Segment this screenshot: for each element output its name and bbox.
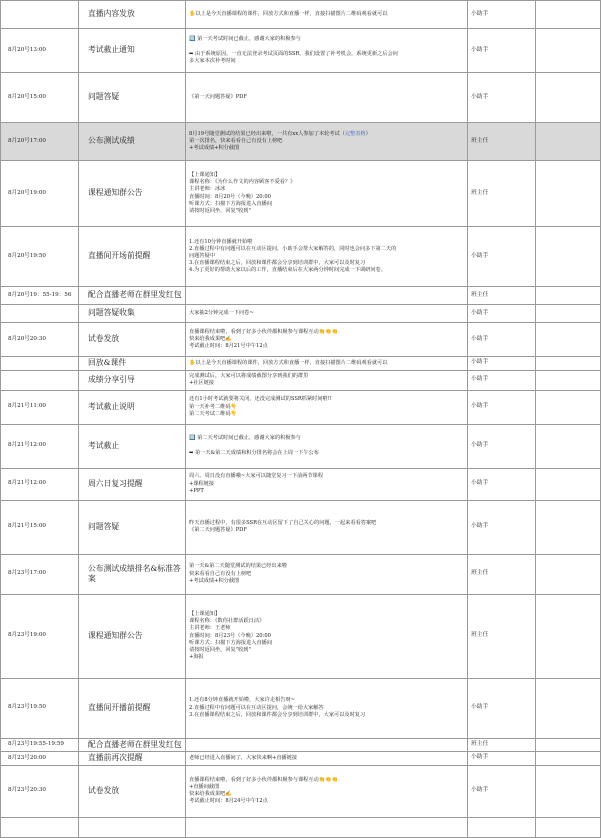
table-row (1, 594, 601, 678)
date-cell[interactable] (1, 817, 79, 837)
content-text: 请按时返回坐，回复"收到" (189, 646, 251, 653)
table-row (1, 287, 601, 305)
task-title-cell[interactable]: 考试截止说明 (79, 390, 186, 424)
content-line (189, 791, 464, 798)
date-cell[interactable]: 8月21号11:00 (1, 390, 79, 424)
empty-cell[interactable] (536, 357, 601, 371)
content-text: +考试成绩+积分截图 (189, 577, 240, 584)
empty-cell[interactable] (536, 468, 601, 500)
content-line (189, 343, 464, 350)
date-cell[interactable] (1, 357, 79, 371)
content-text: +社区链接 (189, 380, 215, 387)
content-line (189, 336, 464, 343)
owner-cell[interactable]: 小助手 (468, 370, 536, 390)
owner-cell[interactable] (468, 817, 536, 837)
content-text: 请按时返回坐，回复"收到" (189, 207, 251, 214)
content-line (189, 784, 464, 791)
content-text: 昨天直播过程中，有很多SSR在互动区留下了自己关心的问题，一起来看看答案吧 (189, 520, 377, 526)
date-cell[interactable]: 8月20号17:00 (1, 123, 79, 161)
content-text: ➡ 由于系统原因，一直无法登录考试页面的SSR，我们设置了补考机会，系统更新之后会问 (189, 50, 398, 57)
date-cell[interactable]: 8月21号15:00 (1, 500, 79, 554)
empty-cell[interactable] (536, 305, 601, 323)
content-text: 《第一天问题答疑》PDF (189, 93, 247, 100)
table-row (1, 323, 601, 357)
table-row (1, 161, 601, 227)
content-text: 完成测试后，大家可以将成绩截图分享到我们的群里 (189, 373, 309, 379)
content-line (189, 246, 464, 253)
date-cell[interactable]: 8月23号19:55-19:59 (1, 738, 79, 752)
empty-cell[interactable] (536, 123, 601, 161)
table-row (1, 370, 601, 390)
content-line (189, 488, 464, 495)
content-text: 《第二天问题答疑》PDF (189, 527, 247, 534)
owner-cell[interactable]: 小助手 (468, 765, 536, 817)
owner-cell[interactable]: 小助手 (468, 424, 536, 468)
content-text: 直播时间：8月23号（今晚）20:00 (189, 632, 271, 639)
content-line (189, 43, 464, 50)
date-cell[interactable]: 8月20号13:00 (1, 29, 79, 73)
table-row (1, 765, 601, 817)
full-table-link[interactable]: 完整表格 (344, 130, 366, 137)
empty-cell[interactable] (536, 287, 601, 305)
content-line (189, 697, 464, 704)
table-row (1, 554, 601, 594)
content-line (189, 208, 464, 215)
content-line (189, 58, 464, 65)
content-text: 【上课通知】 (189, 611, 221, 618)
content-line (189, 777, 464, 784)
content-text: 听课方式：扫描下方海报进入直播间 (189, 200, 273, 207)
task-title-cell[interactable]: 考试截止通知 (79, 29, 186, 73)
owner-cell[interactable]: 班主任 (468, 161, 536, 227)
task-title-cell[interactable]: 考试截止 (79, 424, 186, 468)
content-text: 主讲老师：王老师 (189, 625, 231, 632)
task-title-cell[interactable]: 公布测试成绩排名&标准答案 (79, 554, 186, 594)
content-text: 3.在直播课程结束之后，回放和课件都会分享到培训群中，大家可以及时复习 (189, 260, 366, 266)
closing-paren: ） (365, 130, 371, 137)
task-title-cell[interactable]: 配合直播老师在群里发红包 (79, 287, 186, 305)
table-row (1, 752, 601, 766)
empty-cell[interactable] (536, 817, 601, 837)
table-row (1, 424, 601, 468)
content-line (189, 411, 464, 418)
content-line (189, 94, 464, 101)
task-title-cell[interactable]: 问题答疑收集 (79, 305, 186, 323)
date-cell[interactable]: 8月23号20:30 (1, 765, 79, 817)
date-cell[interactable]: 8月20号15:00 (1, 73, 79, 123)
table-row (1, 227, 601, 287)
content-cell[interactable] (186, 390, 468, 424)
content-text: 大家抽2分钟完成一下问卷~ (189, 309, 254, 316)
content-text: 🔟 第二天考试时间已截止，感谢大家的积极参与 (189, 435, 301, 442)
content-text: 直播课程结束啦，看到了好多小伙伴都积极参与课程互动👏👏👏 (189, 328, 339, 335)
content-text: 听课方式：扫描下方海报进入直播间 (189, 639, 273, 646)
content-cell[interactable] (186, 1, 468, 29)
content-cell[interactable] (186, 357, 468, 371)
content-line (189, 625, 464, 632)
content-text: +直播间截图 (189, 784, 220, 791)
content-line (189, 633, 464, 640)
owner-cell[interactable]: 班主任 (468, 287, 536, 305)
owner-cell[interactable]: 班主任 (468, 738, 536, 752)
content-text: 🔟 第一天考试时间已截止，感谢大家的积极参与 (189, 36, 301, 43)
content-line (189, 51, 464, 58)
table-row (1, 738, 601, 752)
content-line (189, 520, 464, 527)
content-line (189, 563, 464, 570)
table-row (1, 390, 601, 424)
content-text: 快来给我成果吧✍ (189, 791, 232, 798)
content-text: 第二天考试二维码👇 (189, 410, 237, 417)
content-line (189, 571, 464, 578)
content-cell[interactable] (186, 817, 468, 837)
empty-cell[interactable] (536, 227, 601, 287)
date-cell[interactable]: 8月23号17:00 (1, 554, 79, 594)
date-cell[interactable]: 8月20号19:50 (1, 227, 79, 287)
table-row (1, 1, 601, 29)
content-text: 4.为了更好的帮助大家以后的工作，直播结束后在大家两分钟时间完成一下调研问卷。 (189, 267, 386, 274)
date-cell[interactable]: 8月21号12:00 (1, 424, 79, 468)
content-cell[interactable] (186, 594, 468, 678)
content-text: 3.在直播课程结束之后，回放和课件都会分享到培训群中，大家可以及时复习 (189, 711, 366, 718)
date-cell[interactable]: 8月23号20:00 (1, 752, 79, 766)
date-cell[interactable]: 8月23号19:50 (1, 678, 79, 738)
empty-cell[interactable] (536, 1, 601, 29)
content-text: 【上课通知】 (189, 172, 221, 179)
content-line (189, 755, 464, 762)
content-cell[interactable] (186, 227, 468, 287)
content-line (189, 373, 464, 380)
content-line (189, 712, 464, 719)
task-title-cell[interactable]: 课程通知群公告 (79, 161, 186, 227)
content-cell[interactable] (186, 678, 468, 738)
task-title-cell[interactable]: 试卷发放 (79, 323, 186, 357)
content-cell[interactable] (186, 500, 468, 554)
content-text: +课程链接 (189, 480, 215, 487)
empty-cell[interactable] (536, 765, 601, 817)
content-line (189, 360, 464, 367)
table-row (1, 817, 601, 837)
empty-cell[interactable] (536, 424, 601, 468)
content-line (189, 131, 464, 138)
content-line (189, 481, 464, 488)
content-cell[interactable] (186, 752, 468, 766)
empty-cell[interactable] (536, 678, 601, 738)
empty-cell[interactable] (536, 752, 601, 766)
content-line (189, 11, 464, 18)
content-line (189, 654, 464, 661)
owner-cell[interactable]: 小助手 (468, 1, 536, 29)
task-title-cell[interactable]: 配合直播老师在群里发红包 (79, 738, 186, 752)
content-line (189, 239, 464, 246)
schedule-rows (1, 1, 601, 838)
owner-cell[interactable]: 小助手 (468, 29, 536, 73)
table-row (1, 500, 601, 554)
content-text: 2.直播过程中有问题可以在互动区提问，会统一给大家解答 (189, 704, 324, 711)
task-title-cell[interactable]: 课程通知群公告 (79, 594, 186, 678)
content-line (189, 578, 464, 585)
content-text: ➡ 第一天&第二天成绩和积分排名将会在上周一下午公布 (189, 449, 319, 456)
content-line (189, 194, 464, 201)
content-text: +海报 (189, 653, 204, 660)
task-title-cell[interactable]: 试卷发放 (79, 765, 186, 817)
task-title-cell[interactable]: 直播间开场前提醒 (79, 227, 186, 287)
date-cell[interactable]: 8月20号20:30 (1, 323, 79, 357)
content-text: 第一次排名，快来看看自己有没有上榜吧 (189, 137, 283, 144)
owner-cell[interactable]: 小助手 (468, 390, 536, 424)
content-text: 课程名称：《为什么作文的内容顾客不爱看？》 (189, 179, 296, 186)
owner-cell[interactable]: 班主任 (468, 594, 536, 678)
content-line (189, 260, 464, 267)
empty-cell[interactable] (536, 370, 601, 390)
content-text: 考试截止时间：8月24号中午12点 (189, 798, 268, 805)
content-line (189, 396, 464, 403)
content-line (189, 404, 464, 411)
content-cell[interactable] (186, 468, 468, 500)
empty-cell[interactable] (536, 73, 601, 123)
date-cell[interactable]: 8月20号19：55-19：56 (1, 287, 79, 305)
owner-cell[interactable]: 小助手 (468, 678, 536, 738)
date-cell[interactable] (1, 1, 79, 29)
content-line (189, 145, 464, 152)
content-line (189, 450, 464, 457)
content-line (189, 435, 464, 442)
content-cell[interactable] (186, 73, 468, 123)
content-line (189, 380, 464, 387)
owner-cell[interactable]: 班主任 (468, 123, 536, 161)
date-cell[interactable] (1, 305, 79, 323)
content-line (189, 201, 464, 208)
content-text: 老师已经进入直播间了，大家快来啊+直播链接 (189, 754, 298, 761)
content-cell[interactable] (186, 323, 468, 357)
empty-cell[interactable] (536, 738, 601, 752)
content-text: ✋以上是今天直播课程的课件，回放方式和直播一样，直接扫描图片二维码观看就可以 (189, 10, 388, 17)
table-row (1, 468, 601, 500)
content-text: 快来给我成果吧✍ (189, 335, 232, 342)
content-cell[interactable] (186, 305, 468, 323)
content-cell[interactable] (186, 287, 468, 305)
owner-cell[interactable]: 小助手 (468, 357, 536, 371)
content-text: ✋以上是今天直播课程的课件，回放方式和直播一样，直接扫描图片二维码观看就可以 (189, 359, 388, 366)
date-cell[interactable]: 8月20号19:00 (1, 161, 79, 227)
table-row (1, 305, 601, 323)
table-row (1, 678, 601, 738)
content-line (189, 798, 464, 805)
owner-cell[interactable]: 小助手 (468, 305, 536, 323)
task-title-cell[interactable]: 直播间开播前提醒 (79, 678, 186, 738)
content-text: 直播时间：8月20号（今晚）20:00 (189, 193, 271, 200)
content-line (189, 640, 464, 647)
content-line (189, 310, 464, 317)
owner-cell[interactable]: 小助手 (468, 468, 536, 500)
content-cell[interactable] (186, 123, 468, 161)
table-row (1, 357, 601, 371)
content-cell[interactable] (186, 554, 468, 594)
table-row (1, 29, 601, 73)
date-cell[interactable]: 8月21号12:00 (1, 468, 79, 500)
content-text: 还有1小时考试就要将关闭，还没完成测试的SSR抓紧时间啦!! (189, 396, 332, 403)
task-title-cell[interactable]: 直播前再次提醒 (79, 752, 186, 766)
content-line (189, 705, 464, 712)
content-text: 1.还有8分钟直播就开始啦，大家许走相告呀~ (189, 697, 295, 704)
owner-cell[interactable]: 班主任 (468, 554, 536, 594)
content-text: 1.还有10分钟直播就开始啦 (189, 238, 253, 245)
content-line (189, 473, 464, 480)
task-title-cell[interactable]: 回放&课件 (79, 357, 186, 371)
empty-cell[interactable] (536, 390, 601, 424)
content-cell[interactable] (186, 424, 468, 468)
content-cell[interactable] (186, 29, 468, 73)
empty-cell[interactable] (536, 594, 601, 678)
content-line (189, 443, 464, 450)
content-text: 主讲老师：冰冰 (189, 186, 226, 193)
empty-cell[interactable] (536, 500, 601, 554)
content-line (189, 186, 464, 193)
content-text: 第一天补考二维码👇 (189, 403, 237, 410)
content-line (189, 267, 464, 274)
content-text: 多大家本次补考时间 (189, 57, 236, 64)
content-cell[interactable] (186, 161, 468, 227)
owner-cell[interactable]: 小助手 (468, 500, 536, 554)
table-row (1, 73, 601, 123)
content-text: +考试成绩+积分截图 (189, 145, 240, 151)
content-text: 第一天&第二天随堂测试的结果已经出来啦 (189, 563, 287, 570)
empty-cell[interactable] (536, 161, 601, 227)
task-title-cell[interactable]: 成绩分享引导 (79, 370, 186, 390)
content-cell[interactable] (186, 370, 468, 390)
task-title-cell[interactable]: 周六日复习提醒 (79, 468, 186, 500)
date-cell[interactable] (1, 370, 79, 390)
content-text: 课程名称：《数你社群活跃日活》 (189, 618, 265, 625)
content-text: +PPT (189, 487, 204, 494)
content-line (189, 527, 464, 534)
content-line (189, 179, 464, 186)
content-line (189, 253, 464, 260)
content-line (189, 138, 464, 145)
content-text: 2.直播过程中有问题可以在互动区提问，小助手会帮大家解答的，同时也会问多下第二天的 (189, 245, 397, 252)
content-line (189, 647, 464, 654)
content-cell[interactable] (186, 738, 468, 752)
owner-cell[interactable]: 小助手 (468, 227, 536, 287)
content-text: 考试截止时间：8月21号中午12点 (189, 343, 268, 349)
content-text: 问题答疑中 (189, 252, 215, 259)
task-title-cell[interactable] (79, 817, 186, 837)
content-line (189, 329, 464, 336)
content-line (189, 36, 464, 43)
content-text: 快来看看自己有没有上榜吧 (189, 570, 252, 577)
owner-cell[interactable]: 小助手 (468, 752, 536, 766)
content-text: 直播课程结束啦，看到了好多小伙伴都积极参与课程互动👏👏👏 (189, 777, 339, 784)
content-cell[interactable] (186, 765, 468, 817)
table-row (1, 123, 601, 161)
task-title-cell[interactable]: 问题答疑 (79, 500, 186, 554)
owner-cell[interactable]: 小助手 (468, 323, 536, 357)
empty-cell[interactable] (536, 323, 601, 357)
content-text: 周六、周日没有直播哦~大家可以随堂复习一下前两节课程 (189, 473, 324, 480)
owner-cell[interactable]: 小助手 (468, 73, 536, 123)
task-title-cell[interactable]: 问题答疑 (79, 73, 186, 123)
content-text: 8月19号随堂测试的结果已经出来啦，一共有xx人参加了本轮考试（ (189, 130, 345, 137)
task-title-cell[interactable]: 直播内容发放 (79, 1, 186, 29)
task-title-cell[interactable]: 公布测试成绩 (79, 123, 186, 161)
empty-cell[interactable] (536, 29, 601, 73)
empty-cell[interactable] (536, 554, 601, 594)
date-cell[interactable]: 8月23号19:00 (1, 594, 79, 678)
